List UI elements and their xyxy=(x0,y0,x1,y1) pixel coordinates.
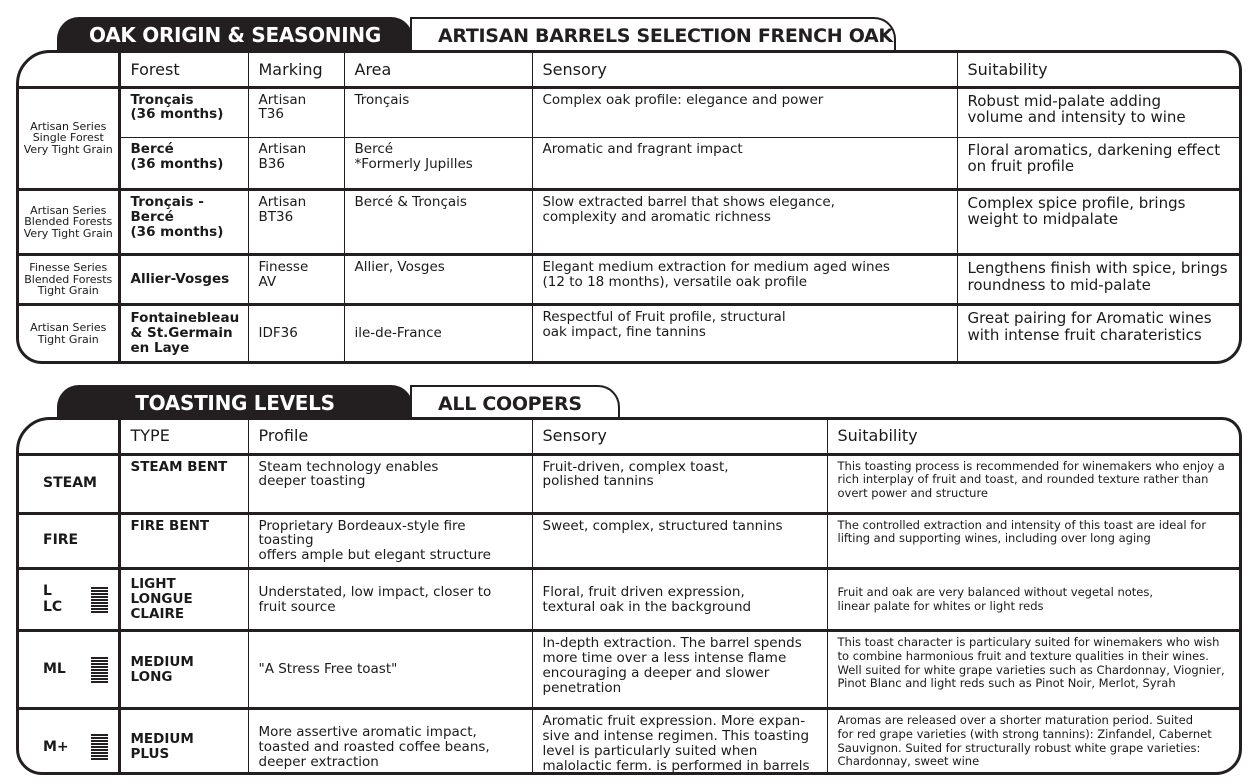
sensory-cell: Aromatic fruit expression. More expan- sive and intense regimen. This toasting level is particularly suited when malolactic ferm. is performed in barrels xyxy=(532,709,827,775)
toast-code-label: M+ xyxy=(43,738,69,755)
series-label: Artisan Series Single Forest Very Tight Grain xyxy=(19,87,119,189)
table-row xyxy=(19,631,1239,709)
oak-section-subtitle: ARTISAN BARRELS SELECTION FRENCH OAK xyxy=(410,17,896,53)
toast-level-bars-icon xyxy=(91,657,108,683)
table-row xyxy=(19,513,1239,569)
suitability-cell: The controlled extraction and intensity of this toast are ideal for lifting and supporting wines, including over long aging xyxy=(827,513,1239,569)
oak-section-tab: OAK ORIGIN & SEASONING xyxy=(57,17,413,53)
profile-cell: Steam technology enables deeper toasting xyxy=(248,454,532,513)
type-cell: LIGHT LONGUE CLAIRE xyxy=(119,569,248,631)
table-row xyxy=(19,709,1239,775)
sensory-cell: Slow extracted barrel that shows elegance, complexity and aromatic richness xyxy=(532,189,957,254)
sensory-cell: In-depth extraction. The barrel spends more time over a less intense flame encouraging a deeper and slower penetration xyxy=(532,631,827,709)
toast-table xyxy=(16,417,1242,775)
column-header-forest: Forest xyxy=(119,53,248,87)
marking-cell: Artisan T36 xyxy=(248,87,344,137)
toast-section-subtitle: ALL COOPERS xyxy=(410,385,620,420)
forest-cell: Bercé (36 months) xyxy=(119,137,248,189)
table-row xyxy=(19,454,1239,513)
toast-code-label: ML xyxy=(43,660,66,677)
profile-cell: "A Stress Free toast" xyxy=(248,631,532,709)
area-cell: ile-de-France xyxy=(344,305,532,361)
type-cell: STEAM BENT xyxy=(119,454,248,513)
sensory-cell: Aromatic and fragrant impact xyxy=(532,137,957,189)
series-label: Artisan Series Tight Grain xyxy=(19,305,119,361)
suitability-cell: This toast character is particulary suited for winemakers who wish to combine harmonious fruit and texture qualities in their wines. Well suited for white grape varieties such as Chardonnay, Viognier, Pinot Blanc and light reds such as Pinot Noir, Merlot, Syrah xyxy=(827,631,1239,709)
suitability-cell: Robust mid-palate adding volume and intensity to wine xyxy=(957,87,1239,137)
column-header-code xyxy=(19,420,119,454)
suitability-cell: Complex spice profile, brings weight to midpalate xyxy=(957,189,1239,254)
sensory-cell: Sweet, complex, structured tannins xyxy=(532,513,827,569)
series-label: Finesse Series Blended Forests Tight Grain xyxy=(19,255,119,305)
toast-code xyxy=(19,631,119,709)
forest-cell: Fontainebleau & St.Germain en Laye xyxy=(119,305,248,361)
column-header-marking: Marking xyxy=(248,53,344,87)
marking-cell: Artisan B36 xyxy=(248,137,344,189)
toast-code xyxy=(19,513,119,569)
profile-cell: Understated, low impact, closer to fruit source xyxy=(248,569,532,631)
column-header-suitability: Suitability xyxy=(957,53,1239,87)
toast-section-tab: TOASTING LEVELS xyxy=(57,385,413,420)
toast-level-bars-icon xyxy=(91,734,108,760)
table-row xyxy=(19,189,1239,254)
forest-cell: Tronçais (36 months) xyxy=(119,87,248,137)
type-cell: MEDIUM LONG xyxy=(119,631,248,709)
table-row xyxy=(19,255,1239,305)
column-header-sensory: Sensory xyxy=(532,420,827,454)
area-cell: Bercé *Formerly Jupilles xyxy=(344,137,532,189)
forest-cell: Tronçais - Bercé (36 months) xyxy=(119,189,248,254)
column-header-suitability: Suitability xyxy=(827,420,1239,454)
oak-table xyxy=(16,50,1242,364)
marking-cell: Artisan BT36 xyxy=(248,189,344,254)
suitability-cell: Great pairing for Aromatic wines with intense fruit charateristics xyxy=(957,305,1239,361)
toast-code-label: L LC xyxy=(43,583,63,615)
column-header-area: Area xyxy=(344,53,532,87)
area-cell: Allier, Vosges xyxy=(344,255,532,305)
toast-code xyxy=(19,709,119,775)
sensory-cell: Elegant medium extraction for medium aged wines (12 to 18 months), versatile oak profile xyxy=(532,255,957,305)
sensory-cell: Complex oak profile: elegance and power xyxy=(532,87,957,137)
column-header-profile: Profile xyxy=(248,420,532,454)
table-row xyxy=(19,305,1239,361)
column-header-series xyxy=(19,53,119,87)
table-row xyxy=(19,569,1239,631)
table-row xyxy=(19,87,1239,137)
toast-level-bars-icon xyxy=(91,587,108,613)
area-cell: Tronçais xyxy=(344,87,532,137)
toast-code xyxy=(19,454,119,513)
suitability-cell: This toasting process is recommended for winemakers who enjoy a rich interplay of fruit and toast, and rounded texture rather than overt power and structure xyxy=(827,454,1239,513)
suitability-cell: Lengthens finish with spice, brings roundness to mid-palate xyxy=(957,255,1239,305)
series-label: Artisan Series Blended Forests Very Tight Grain xyxy=(19,189,119,254)
type-cell: MEDIUM PLUS xyxy=(119,709,248,775)
suitability-cell: Floral aromatics, darkening effect on fruit profile xyxy=(957,137,1239,189)
profile-cell: More assertive aromatic impact, toasted and roasted coffee beans, deeper extraction xyxy=(248,709,532,775)
column-header-sensory: Sensory xyxy=(532,53,957,87)
sensory-cell: Floral, fruit driven expression, textural oak in the background xyxy=(532,569,827,631)
sensory-cell: Fruit-driven, complex toast, polished tannins xyxy=(532,454,827,513)
toast-code-label: FIRE xyxy=(43,532,79,549)
table-row xyxy=(19,137,1239,189)
sensory-cell: Respectful of Fruit profile, structural oak impact, fine tannins xyxy=(532,305,957,361)
suitability-cell: Fruit and oak are very balanced without vegetal notes, linear palate for whites or light reds xyxy=(827,569,1239,631)
marking-cell: Finesse AV xyxy=(248,255,344,305)
area-cell: Bercé & Tronçais xyxy=(344,189,532,254)
type-cell: FIRE BENT xyxy=(119,513,248,569)
profile-cell: Proprietary Bordeaux-style fire toasting offers ample but elegant structure xyxy=(248,513,532,569)
suitability-cell: Aromas are released over a shorter maturation period. Suited for red grape varieties (with strong tannins): Zinfandel, Cabernet Sauvignon. Suited for structurally robust white grape varieties: Chardonnay, sweet wine xyxy=(827,709,1239,775)
marking-cell: IDF36 xyxy=(248,305,344,361)
forest-cell: Allier-Vosges xyxy=(119,255,248,305)
toast-code-label: STEAM xyxy=(43,474,97,491)
column-header-type: TYPE xyxy=(119,420,248,454)
toast-code xyxy=(19,569,119,631)
